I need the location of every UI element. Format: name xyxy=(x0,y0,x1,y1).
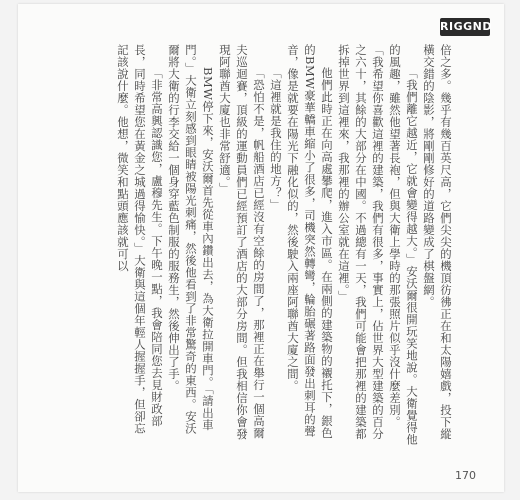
book-page xyxy=(18,4,504,492)
brand-logo-tab: RIGGND xyxy=(440,18,490,36)
paragraph: BMW停下來，安沃爾首先從車內鑽出去，為大衛拉開車門。「請出車門。」大衛立刻感到眼睛被陽光刺痛，然後他看到了非常驚奇的東西。安沃爾將大衛的行李交給一個身穿藍色制服的服務生，然後伸出了手。 xyxy=(167,44,215,435)
paragraph: 「這裡就是我住的地方？」 xyxy=(269,66,283,211)
paragraph: 「恐怕不是，帆船酒店已經沒有空餘的房間了，那裡正在舉行一個高爾夫巡迴賽，頂級的運動員們已經預訂了酒店的大部分房間。但我相信你會發現阿聯酋大廈也非常舒適。」 xyxy=(218,44,266,440)
page-number: 170 xyxy=(455,469,476,482)
paragraph: 倍之多。幾乎有幾百英尺高，它們尖尖的機頂彷彿正在和太陽嬉戲，投下縱橫交錯的陰影，將剛剛修好的道路變成了棋盤網。 xyxy=(422,44,453,440)
paragraph: 「我們離它越近，它就會變得越大。」安沃爾很開玩笑地說。大衛覺得他的風趣，雖然他望著長袍，但與大衛上學時的那張照片似乎沒什麼差別。「我希望你喜歡這裡的建築，我們有很多，事實上，佔世界大型建築的百分之六十，其餘的大部分在中國。不過總有一天，我們可能會把那裡的建築都拆掉世界到這裡來，我那裡的辦公室就在這裡。」 xyxy=(337,44,419,446)
paragraph: 他們此時正在向高處攀爬，進入市區。在兩側的建築物的襯托下，銀色的BMW豪華轎車縮小了很多，司機突然轉彎，輪胎碾著路面發出刺耳的聲音，像是就要在陽光下融化似的，然後駛入兩座阿聯酋大廈之間。 xyxy=(286,44,334,439)
vertical-body-text xyxy=(62,44,454,446)
paragraph: 「非常高興認識您，盧穆先生。下午晚一點，我會陪同您去見財政部長，同時希望您在黃金之城過得愉快。」大衛與這個年輕人握握手，但卻忘記該說什麼。他想，微笑和點頭應該就可以 xyxy=(116,44,164,435)
